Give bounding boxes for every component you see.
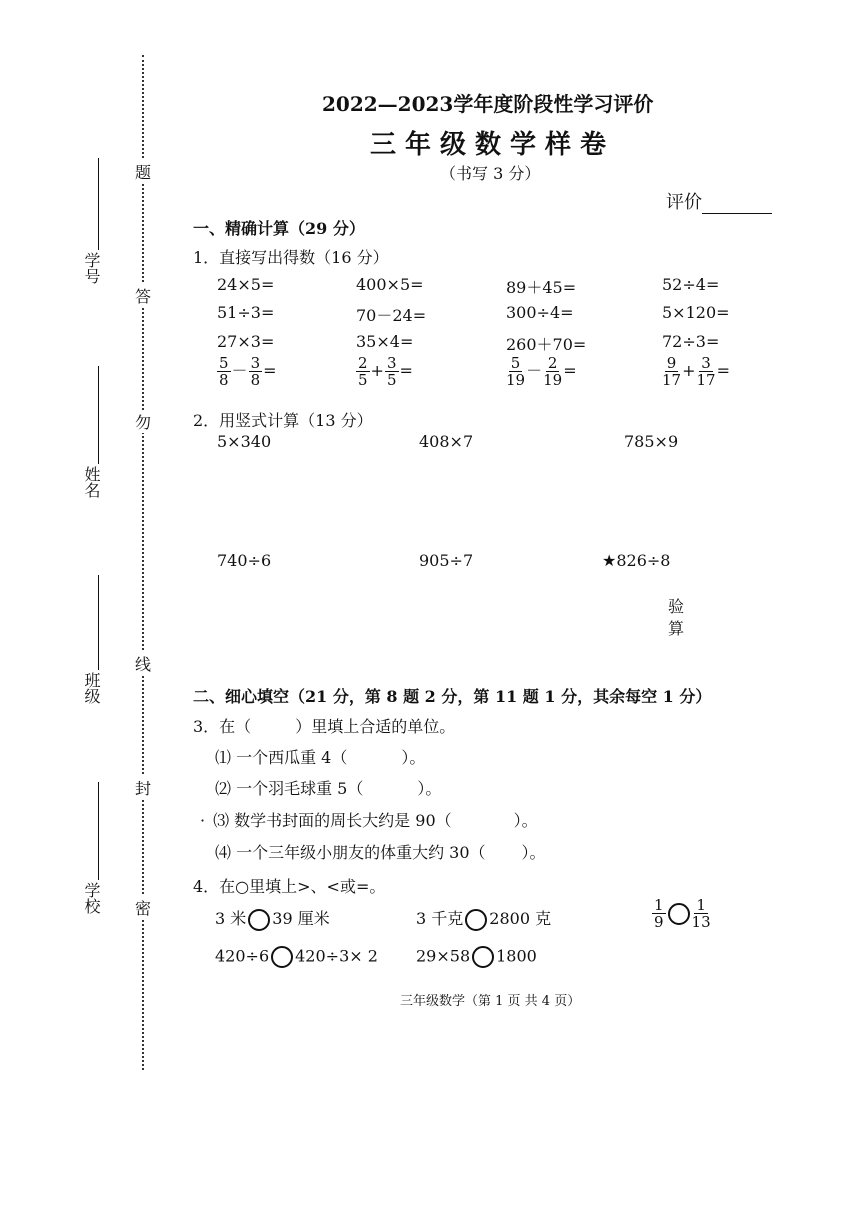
fraction: $\frac{1}{9}$ — [654, 896, 664, 931]
q3-item: · ⑶ 数学书封面的周长大约是 90（ ）。 — [200, 811, 538, 830]
school-blank[interactable] — [98, 782, 99, 880]
fraction: $\frac{1}{13}$ — [691, 896, 711, 931]
q3-title: 3．在（ ）里填上合适的单位。 — [193, 717, 456, 736]
q2-item: 5×340 — [217, 432, 272, 451]
seal-char: 封 — [135, 776, 151, 799]
compare-circle[interactable] — [248, 909, 270, 931]
paper-title: 三年级数学样卷 — [370, 130, 616, 160]
student-id-blank[interactable] — [98, 158, 99, 250]
seal-char: 题 — [135, 160, 151, 183]
compare-circle[interactable] — [271, 946, 293, 968]
page-footer: 三年级数学（第 1 页 共 4 页） — [400, 994, 581, 1009]
q1-item: 89＋45= — [506, 278, 577, 297]
q2-item-starred: ★826÷8 — [602, 551, 671, 570]
compare-item: 29×58 1800 — [416, 946, 537, 968]
compare-item: 3 米 39 厘米 — [215, 906, 330, 931]
compare-item: 420÷6 420÷3× 2 — [215, 946, 378, 968]
q2-item: 905÷7 — [419, 551, 474, 570]
q2-item: 408×7 — [419, 432, 474, 451]
q2-item: 740÷6 — [217, 551, 272, 570]
q1-item: 400×5= — [356, 275, 424, 294]
q3-item: ⑷ 一个三年级小朋友的体重大约 30（ ）。 — [215, 843, 546, 862]
q1-item: 300÷4= — [506, 303, 574, 322]
q1-item: 70－24= — [356, 306, 427, 325]
compare-item — [652, 897, 711, 930]
q1-item: 72÷3= — [662, 332, 720, 351]
seal-char: 密 — [135, 896, 151, 919]
check-label: 验 — [668, 597, 685, 616]
q1-title: 1．直接写出得数（16 分） — [193, 248, 389, 267]
q3-item: ⑴ 一个西瓜重 4（ ）。 — [215, 748, 426, 767]
compare-circle[interactable] — [472, 946, 494, 968]
fraction: $\frac{2}{19}$ — [543, 354, 563, 389]
field-school-label: 学校 — [82, 882, 101, 914]
compare-item: 3 千克 2800 克 — [416, 906, 551, 931]
q1-item: 260＋70= — [506, 335, 587, 354]
seal-char: 答 — [135, 284, 151, 307]
fraction: $\frac{9}{17}$ — [662, 354, 682, 389]
compare-circle[interactable] — [465, 909, 487, 931]
q1-item: 27×3= — [217, 332, 275, 351]
field-name-label: 姓名 — [82, 466, 101, 498]
rating-label: 评价 — [666, 192, 702, 213]
fraction: $\frac{2}{5}$ — [358, 354, 368, 389]
fraction: $\frac{3}{5}$ — [386, 354, 397, 389]
check-label: 算 — [668, 619, 685, 638]
field-class-label: 班级 — [82, 672, 101, 704]
q1-item: 5×120= — [662, 303, 730, 322]
year-title: 2022—2023学年度阶段性学习评价 — [322, 92, 654, 116]
name-blank[interactable] — [98, 366, 99, 464]
compare-circle[interactable] — [668, 903, 690, 925]
field-student-id-label: 学号 — [82, 252, 101, 284]
seal-char: 勿 — [135, 410, 151, 433]
q1-fraction-item: $\frac{9}{17}$ + $\frac{3}{17}$ = — [662, 354, 730, 389]
fraction: $\frac{5}{8}$ — [219, 354, 229, 389]
fraction: $\frac{3}{17}$ — [696, 354, 716, 389]
q1-fraction-item: $\frac{2}{5}$ + $\frac{3}{5}$ = — [358, 354, 413, 389]
fraction: $\frac{3}{8}$ — [250, 354, 261, 389]
section1-heading: 一、精确计算（29 分） — [193, 219, 365, 238]
q2-item: 785×9 — [624, 432, 679, 451]
q1-fraction-item: $\frac{5}{8}$ － $\frac{3}{8}$ = — [219, 354, 277, 389]
q1-item: 35×4= — [356, 332, 414, 351]
handwriting-score: （书写 3 分） — [440, 164, 541, 183]
rating-row — [666, 188, 772, 214]
q1-item: 24×5= — [217, 275, 275, 294]
seal-char: 线 — [135, 652, 151, 675]
class-blank[interactable] — [98, 575, 99, 670]
q1-item: 51÷3= — [217, 303, 275, 322]
q3-item: ⑵ 一个羽毛球重 5（ ）。 — [215, 779, 442, 798]
q1-fraction-item: $\frac{5}{19}$ － $\frac{2}{19}$ = — [506, 354, 577, 389]
q2-title: 2．用竖式计算（13 分） — [193, 411, 373, 430]
q1-item: 52÷4= — [662, 275, 720, 294]
rating-blank[interactable] — [702, 193, 772, 214]
section2-heading: 二、细心填空（21 分，第 8 题 2 分，第 11 题 1 分，其余每空 1 分） — [193, 687, 712, 706]
fraction: $\frac{5}{19}$ — [506, 354, 526, 389]
q4-title: 4．在○里填上>、<或=。 — [193, 877, 386, 896]
